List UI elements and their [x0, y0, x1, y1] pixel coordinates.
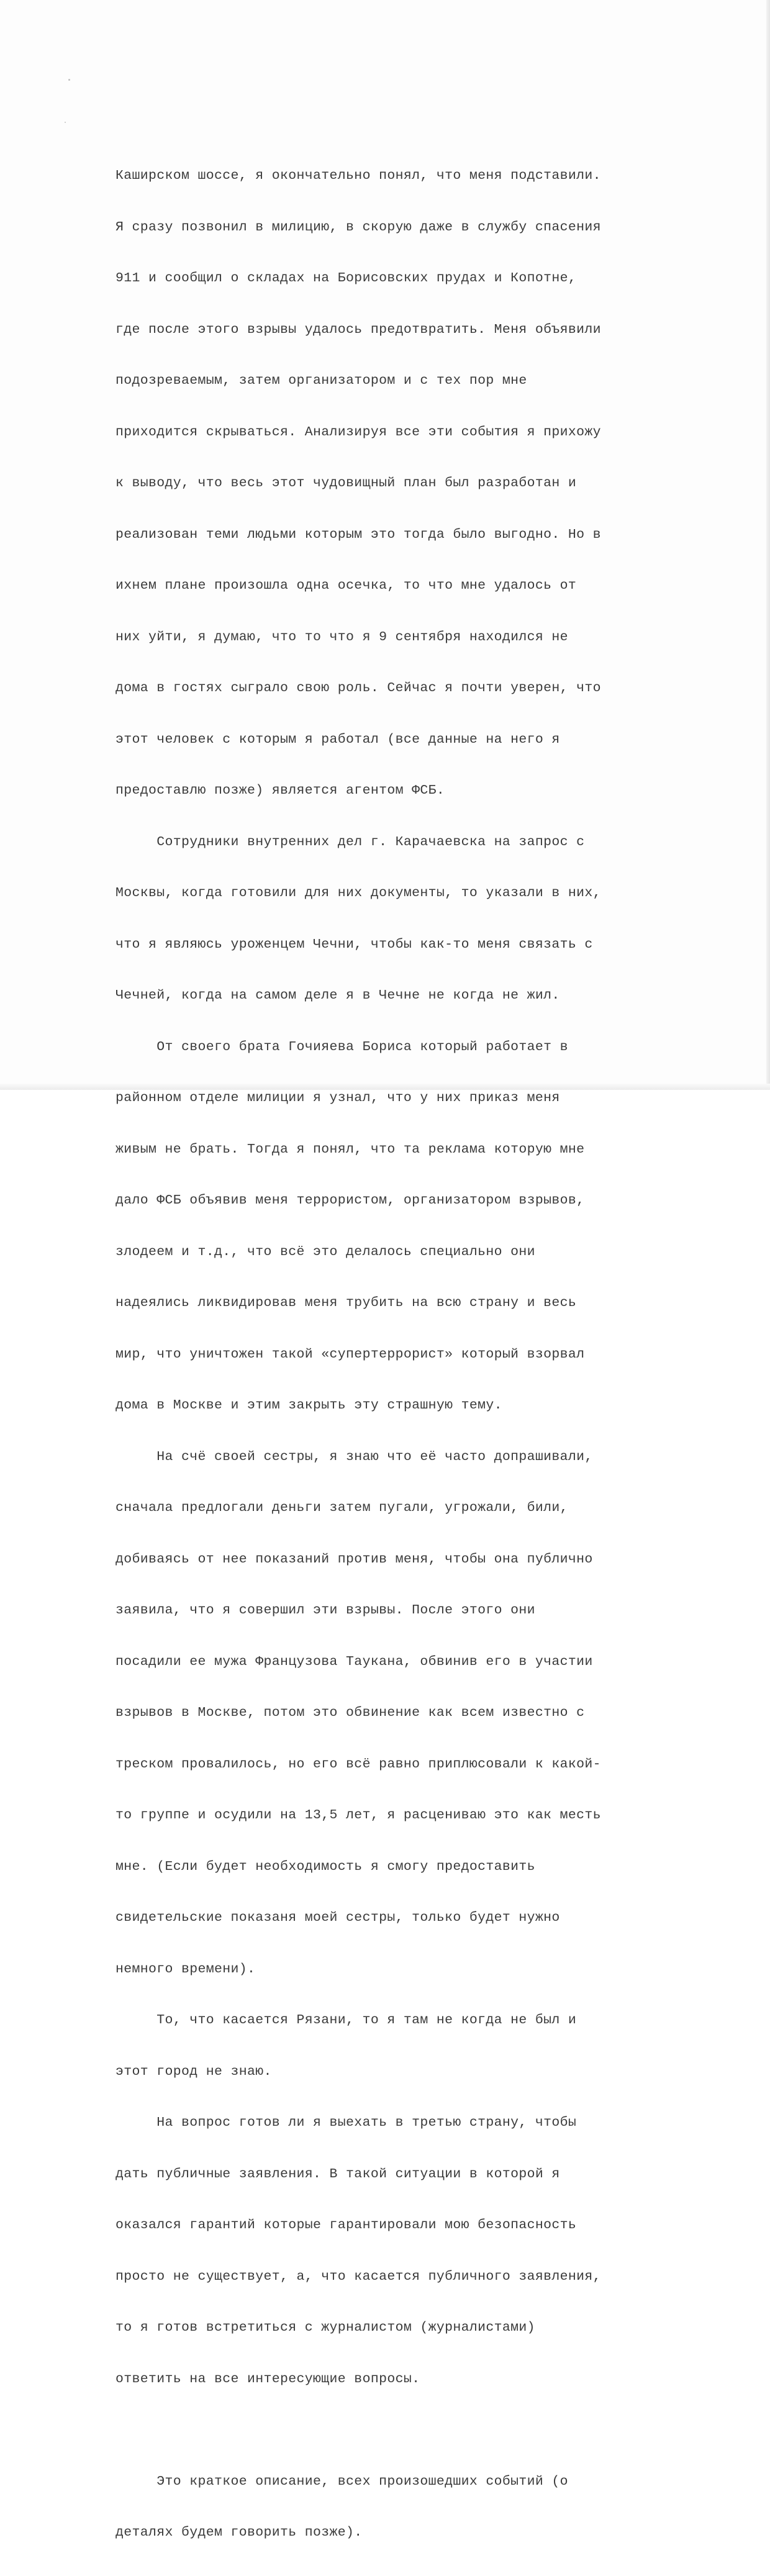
scan-edge-right [766, 0, 770, 1090]
text-line: к выводу, что весь этот чудовищный план был разработан и [116, 476, 577, 491]
scan-speck [65, 122, 66, 123]
text-line: 911 и сообщил о складах на Борисовских прудах и Копотне, [116, 271, 577, 286]
text-line: живым не брать. Тогда я понял, что та реклама которую мне [116, 1141, 585, 1157]
text-line: просто не существует, а, что касается публичного заявления, [116, 2269, 601, 2284]
text-line: взрывов в Москве, потом это обвинение как всем известно с [116, 1705, 585, 1720]
text-line: дома в Москве и этим закрыть эту страшную тему. [116, 1398, 502, 1413]
text-line: заявила, что я совершил эти взрывы. После этого они [116, 1603, 535, 1618]
text-line: этот человек с которым я работал (все данные на него я [116, 732, 560, 747]
text-line: треском провалилось, но его всё равно приплюсовали к какой- [116, 1756, 601, 1772]
text-line: то группе и осудили на 13,5 лет, я расцениваю это как месть [116, 1808, 601, 1823]
text-line: Каширском шоссе, я окончательно понял, что меня подставили. [116, 168, 601, 183]
text-line: мне. (Если будет необходимость я смогу предоставить [116, 1859, 535, 1874]
text-line: Я сразу позвонил в милицию, в скорую даже в службу спасения [116, 219, 601, 235]
text-line: ответить на все интересующие вопросы. [116, 2371, 420, 2387]
closing-line: Это краткое описание, всех произошедших событий (о [116, 2474, 568, 2489]
text-line: реализован теми людьми которым это тогда было выгодно. Но в [116, 527, 601, 542]
letter-body [116, 134, 662, 2576]
text-line: оказался гарантий которые гарантировали мою безопасность [116, 2218, 577, 2233]
text-line: подозреваемым, затем организатором и с тех пор мне [116, 373, 527, 388]
text-line: где после этого взрывы удалось предотвратить. Меня объявили [116, 322, 601, 337]
text-line: немного времени). [116, 1961, 256, 1977]
text-line: Сотрудники внутренних дел г. Карачаевска на запрос с [116, 834, 585, 850]
text-line: них уйти, я думаю, что то что я 9 сентября находился не [116, 629, 568, 645]
text-line: добиваясь от нее показаний против меня, чтобы она публично [116, 1551, 593, 1567]
text-line: дома в гостях сыграло свою роль. Сейчас я почти уверен, что [116, 681, 601, 696]
text-line: злодеем и т.д., что всё это делалось специально они [116, 1244, 535, 1259]
text-line: На вопрос готов ли я выехать в третью страну, чтобы [116, 2115, 577, 2130]
text-line: районном отделе милиции я узнал, что у них приказ меня [116, 1091, 560, 1105]
text-line: предоставлю позже) является агентом ФСБ. [116, 783, 445, 798]
text-line: От своего брата Гочияева Бориса который работает в [116, 1039, 568, 1054]
scan-speck [68, 79, 70, 81]
closing-line: деталях будем говорить позже). [116, 2525, 363, 2540]
text-line: На счё своей сестры, я знаю что её часто допрашивали, [116, 1449, 593, 1464]
text-line: то я готов встретиться с журналистом (журналистами) [116, 2320, 535, 2335]
text-line: дало ФСБ объявив меня террористом, организатором взрывов, [116, 1193, 585, 1208]
text-line: этот город не знаю. [116, 2064, 272, 2079]
text-line: дать публичные заявления. В такой ситуации в которой я [116, 2166, 560, 2182]
text-line: Москвы, когда готовили для них документы, то указали в них, [116, 886, 601, 900]
paragraph-gap [116, 2422, 662, 2439]
text-line: приходится скрываться. Анализируя все эти события я прихожу [116, 424, 601, 440]
text-line: ихнем плане произошла одна осечка, то что мне удалось от [116, 578, 577, 593]
text-line: надеялись ликвидировав меня трубить на всю страну и весь [116, 1295, 577, 1310]
text-line: посадили ее мужа Французова Таукана, обвинив его в участии [116, 1654, 593, 1669]
text-line: Чечней, когда на самом деле я в Чечне не когда не жил. [116, 988, 560, 1003]
text-line: То, что касается Рязани, то я там не когда не был и [116, 2013, 577, 2028]
text-line: сначала предлогали деньги затем пугали, угрожали, били, [116, 1500, 568, 1515]
text-line: мир, что уничтожен такой «супертеррорист» который взорвал [116, 1346, 585, 1362]
text-line: что я являюсь уроженцем Чечни, чтобы как-то меня связать с [116, 937, 593, 952]
text-line: свидетельские показаня моей сестры, только будет нужно [116, 1910, 560, 1925]
